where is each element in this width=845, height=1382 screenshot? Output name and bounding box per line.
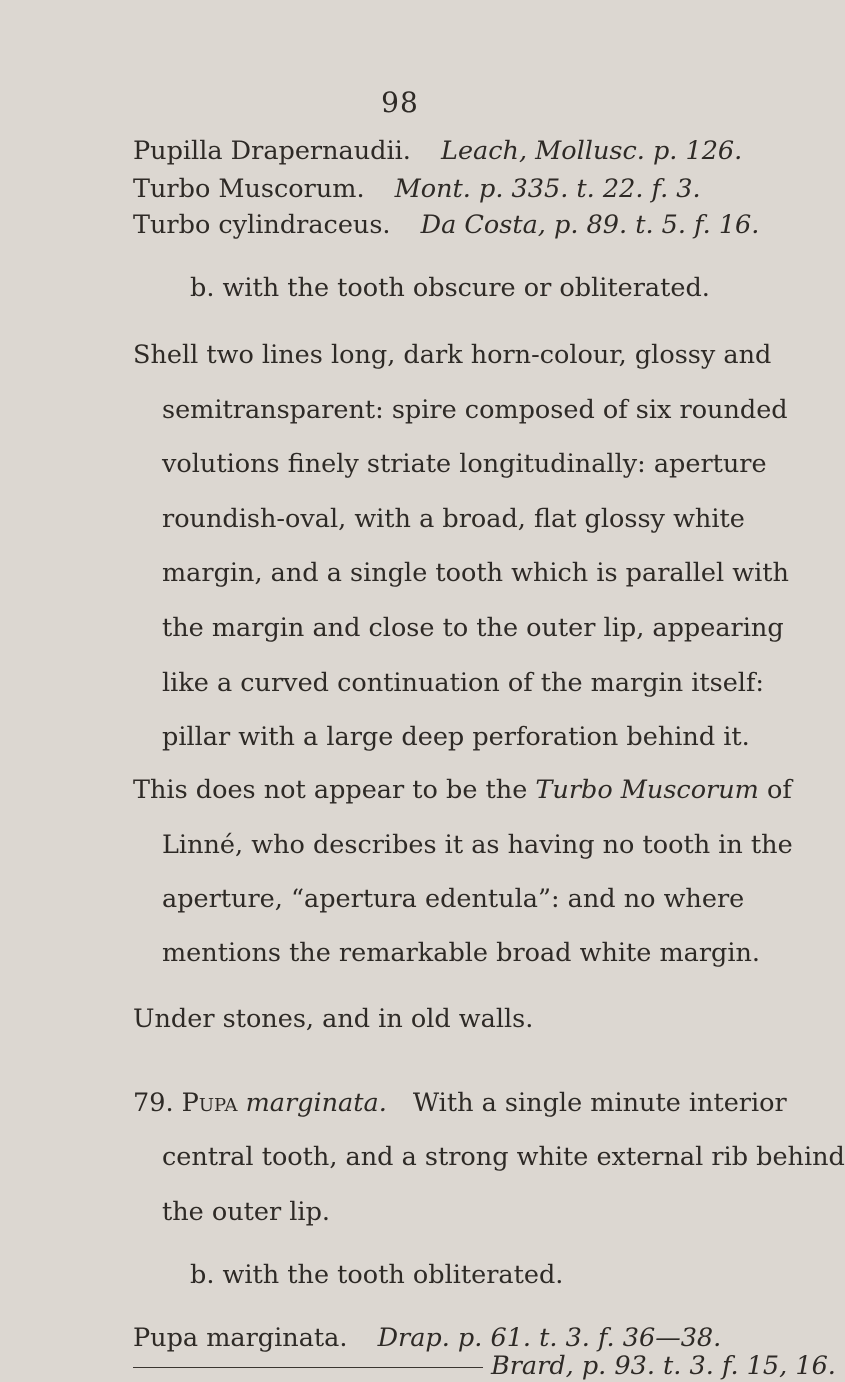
synonym-line: [133, 1350, 836, 1382]
species-entry-heading: [133, 1087, 787, 1119]
variety-note: b. with the tooth obscure or obliterated.: [190, 273, 710, 303]
synonym-name: Pupa marginata.: [133, 1323, 348, 1353]
description-line: semitransparent: spire composed of six rounded: [162, 395, 788, 425]
synonym-reference: Brard, p. 93. t. 3. f. 15, 16.: [491, 1351, 836, 1381]
synonym-reference: Da Costa, p. 89. t. 5. f. 16.: [420, 210, 760, 240]
synonym-line: [133, 173, 701, 205]
habitat: Under stones, and in old walls.: [133, 1004, 534, 1034]
entry-text-line: central tooth, and a strong white external rib behind: [162, 1142, 845, 1172]
synonym-name: Turbo cylindraceus.: [133, 210, 391, 240]
synonym-reference: Mont. p. 335. t. 22. f. 3.: [394, 174, 701, 204]
entry-text: With a single minute interior: [412, 1088, 787, 1118]
description-line: volutions finely striate longitudinally: aperture: [162, 449, 767, 479]
description-line: roundish-oval, with a broad, flat glossy white: [162, 504, 745, 534]
page-number: 98: [381, 86, 419, 119]
note-line: Linné, who describes it as having no tooth in the: [162, 830, 793, 860]
synonym-name: Pupilla Drapernaudii.: [133, 136, 411, 166]
description-line: the margin and close to the outer lip, appearing: [162, 613, 784, 643]
description-line: Shell two lines long, dark horn-colour, glossy and: [133, 340, 772, 370]
entry-text-line: the outer lip.: [162, 1197, 331, 1227]
note-line: aperture, “apertura edentula”: and no where: [162, 884, 745, 914]
description-line: like a curved continuation of the margin itself:: [162, 668, 764, 698]
species-name: Turbo Muscorum: [535, 775, 759, 805]
synonym-name: Turbo Muscorum.: [133, 174, 365, 204]
entry-number: 79.: [133, 1088, 182, 1118]
description-line: margin, and a single tooth which is parallel with: [162, 558, 789, 588]
ditto-rule: [133, 1367, 483, 1368]
description-line: pillar with a large deep perforation behind it.: [162, 722, 750, 752]
species-epithet: marginata.: [237, 1088, 387, 1118]
variety-note: b. with the tooth obliterated.: [190, 1260, 564, 1290]
note-line: This does not appear to be the Turbo Muscorum of: [133, 775, 792, 805]
genus-name: Pupa: [181, 1088, 238, 1118]
synonym-reference: Drap. p. 61. t. 3. f. 36—38.: [377, 1323, 722, 1353]
note-line: mentions the remarkable broad white margin.: [162, 938, 761, 968]
synonym-line: [133, 209, 759, 241]
synonym-line: [133, 135, 742, 167]
synonym-reference: Leach, Mollusc. p. 126.: [441, 136, 743, 166]
